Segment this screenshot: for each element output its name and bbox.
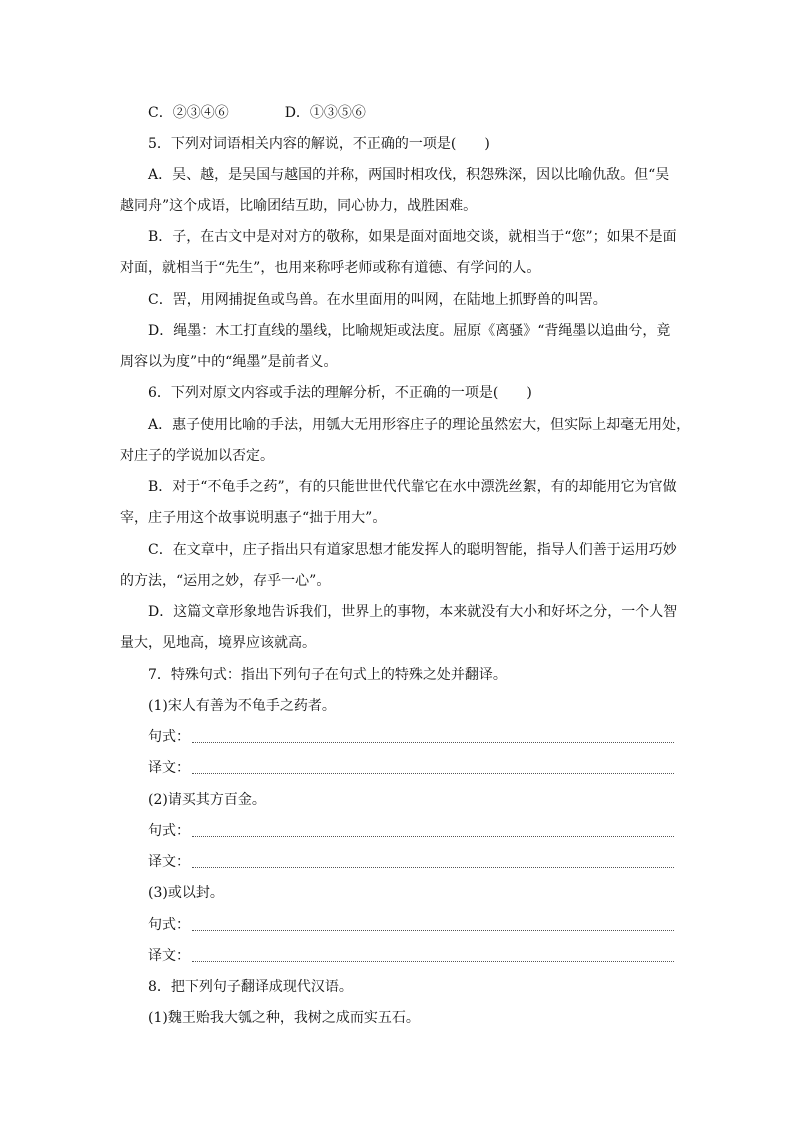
q7-3-pattern-row: 句式：	[0, 916, 794, 934]
answer-line[interactable]	[192, 742, 674, 743]
document-page: C．②③④⑥ D．①③⑤⑥ 5．下列对词语相关内容的解说，不正确的一项是( ) A．吴、越，是吴国与越国的并称，两国时相攻伐，积怨殊深，因以比喻仇敌。但“吴 越同舟”这个成语，比喻团结互助，同心协力，战胜困难。 B．子，在古文中是对对方的敬称，如果是面对面地交谈，就相当于“您”；如果不是面 对面，就相当于“先生”，也用来称呼老师或称有道德、有学问的人。 C．罟，用网捕捉鱼或鸟兽。在水里面用的叫网，在陆地上抓野兽的叫罟。 D．绳墨：木工打直线的墨线，比喻规矩或法度。屈原《离骚》“背绳墨以追曲兮，竟 周容以为度”中的“绳墨”是前者义。 6．下列对原文内容或手法的理解分析，不正确的一项是( ) A．惠子使用比喻的手法，用瓠大无用形容庄子的理论虽然宏大，但实际上却毫无用处， 对庄子的学说加以否定。 B．对于“不龟手之药”，有的只能世世代代靠它在水中漂洗丝絮，有的却能用它为官做 宰，庄子用这个故事说明惠子“拙于用大”。 C．在文章中，庄子指出只有道家思想才能发挥人的聪明智能，指导人们善于运用巧妙 的方法，“运用之妙，存乎一心”。 D．这篇文章形象地告诉我们，世界上的事物，本来就没有大小和好坏之分，一个人智 量大，见地高，境界应该就高。 7．特殊句式：指出下列句子在句式上的特殊之处并翻译。 (1)宋人有善为不龟手之药者。 句式： 译文： (2)请买其方百金。 句式： 译文： (3)或以封。 句式： 译文： 8．把下列句子翻译成现代汉语。 (1)魏王贻我大瓠之种，我树之成而实五石。	[0, 0, 794, 1123]
q7-1-pattern-row: 句式：	[0, 728, 794, 746]
q7-3-translation-row: 译文：	[0, 947, 794, 965]
answer-line[interactable]	[192, 773, 674, 774]
q7-2-pattern-row: 句式：	[0, 822, 794, 840]
q7-1-translation-row: 译文：	[0, 759, 794, 777]
answer-line[interactable]	[192, 930, 674, 931]
answer-line[interactable]	[192, 867, 674, 868]
answer-line[interactable]	[192, 836, 674, 837]
answer-line[interactable]	[192, 961, 674, 962]
q7-2-translation-row: 译文：	[0, 853, 794, 871]
